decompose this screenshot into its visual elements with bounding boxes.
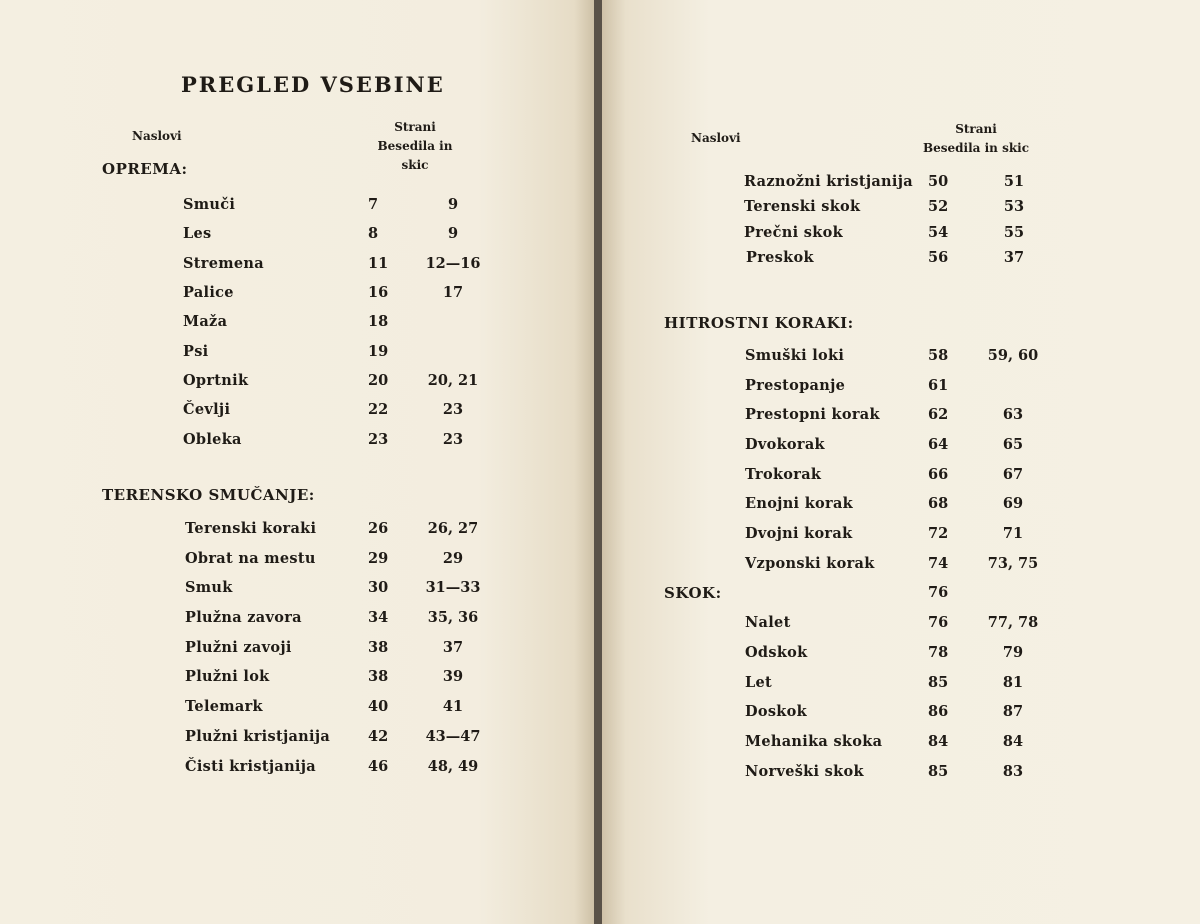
toc-sketch-page: 67 <box>1002 466 1024 483</box>
header-pages-label: Strani <box>955 122 997 136</box>
toc-row <box>745 700 1045 724</box>
toc-label: Preskok <box>746 249 814 266</box>
toc-row <box>745 374 1045 398</box>
toc-sketch-page: 37 <box>1003 249 1025 266</box>
toc-row <box>745 760 1045 784</box>
toc-label: Prečni skok <box>744 224 843 241</box>
section-heading: TERENSKO SMUČANJE: <box>102 486 315 504</box>
toc-text-page: 20 <box>368 372 389 389</box>
toc-row <box>185 725 505 749</box>
toc-label: Smuči <box>183 196 236 213</box>
toc-text-page: 76 <box>928 614 949 631</box>
toc-row <box>183 222 503 246</box>
toc-row <box>744 195 1044 219</box>
toc-label: Smuški loki <box>745 347 845 364</box>
toc-label: Norveški skok <box>745 763 864 780</box>
toc-row <box>744 221 1044 245</box>
toc-label: Plužni lok <box>185 668 270 685</box>
toc-sketch-page: 26, 27 <box>427 520 479 537</box>
toc-sketch-page: 83 <box>1002 763 1024 780</box>
section-heading: OPREMA: <box>102 160 188 178</box>
header-pages-label: Strani <box>394 120 436 134</box>
toc-sketch-page: 87 <box>1002 703 1024 720</box>
toc-text-page: 26 <box>368 520 389 537</box>
toc-row <box>183 310 503 334</box>
header-pages-sub: Besedila in skic <box>922 141 1030 155</box>
toc-text-page: 66 <box>928 466 949 483</box>
toc-sketch-page: 39 <box>442 668 464 685</box>
toc-text-page: 58 <box>928 347 949 364</box>
header-pages <box>921 120 1031 158</box>
toc-sketch-page: 35, 36 <box>427 609 479 626</box>
toc-text-page: 18 <box>368 313 389 330</box>
toc-sketch-page: 53 <box>1003 198 1025 215</box>
toc-text-page: 40 <box>368 698 389 715</box>
toc-row <box>745 730 1045 754</box>
toc-text-page: 50 <box>928 173 949 190</box>
toc-label: Telemark <box>185 698 263 715</box>
toc-row <box>185 695 505 719</box>
toc-label: Dvojni korak <box>745 525 853 542</box>
toc-text-page: 52 <box>928 198 949 215</box>
toc-row <box>185 606 505 630</box>
toc-text-page: 22 <box>368 401 389 418</box>
toc-sketch-page: 17 <box>442 284 464 301</box>
toc-label: Trokorak <box>745 466 822 483</box>
toc-label: Terenski skok <box>744 198 861 215</box>
toc-text-page: 30 <box>368 579 389 596</box>
toc-text-page: 8 <box>368 225 379 242</box>
toc-row <box>185 755 505 779</box>
toc-text-page: 78 <box>928 644 949 661</box>
toc-sketch-page: 71 <box>1002 525 1024 542</box>
header-titles: Naslovi <box>132 129 182 143</box>
toc-sketch-page: 51 <box>1003 173 1025 190</box>
toc-label: Dvokorak <box>745 436 825 453</box>
toc-label: Nalet <box>745 614 791 631</box>
toc-sketch-page: 23 <box>442 431 464 448</box>
toc-sketch-page: 77, 78 <box>987 614 1039 631</box>
toc-label: Maža <box>183 313 228 330</box>
toc-row <box>183 340 503 364</box>
toc-text-page: 34 <box>368 609 389 626</box>
toc-row <box>745 641 1045 665</box>
page-title: PREGLED VSEBINE <box>181 72 445 97</box>
toc-text-page: 85 <box>928 763 949 780</box>
toc-text-page: 62 <box>928 406 949 423</box>
toc-label: Stremena <box>183 255 264 272</box>
header-titles: Naslovi <box>691 131 741 145</box>
toc-row <box>745 671 1045 695</box>
toc-label: Prestopanje <box>745 377 846 394</box>
toc-text-page: 42 <box>368 728 389 745</box>
toc-text-page: 38 <box>368 639 389 656</box>
toc-sketch-page: 69 <box>1002 495 1024 512</box>
toc-row <box>746 246 1046 270</box>
toc-row <box>183 193 503 217</box>
toc-row <box>745 492 1045 516</box>
toc-label: Let <box>745 674 773 691</box>
toc-label: Čisti kristjanija <box>185 758 316 775</box>
toc-sketch-page: 79 <box>1002 644 1024 661</box>
toc-text-page: 29 <box>368 550 389 567</box>
toc-label: Plužni kristjanija <box>185 728 331 745</box>
toc-label: Mehanika skoka <box>745 733 883 750</box>
toc-label: Raznožni kristjanija <box>744 173 913 190</box>
toc-sketch-page: 63 <box>1002 406 1024 423</box>
toc-row <box>183 252 503 276</box>
toc-label: Terenski koraki <box>185 520 317 537</box>
left-page <box>0 0 598 924</box>
toc-sketch-page: 55 <box>1003 224 1025 241</box>
toc-row <box>183 281 503 305</box>
toc-sketch-page: 84 <box>1002 733 1024 750</box>
section-heading-row <box>664 581 1064 605</box>
toc-row <box>185 636 505 660</box>
toc-label: Smuk <box>185 579 233 596</box>
toc-text-page: 84 <box>928 733 949 750</box>
section-page: 76 <box>928 584 949 601</box>
toc-text-page: 74 <box>928 555 949 572</box>
right-page <box>602 0 1200 924</box>
toc-text-page: 54 <box>928 224 949 241</box>
toc-row <box>745 522 1045 546</box>
toc-sketch-page: 9 <box>447 225 459 242</box>
toc-sketch-page: 29 <box>442 550 464 567</box>
toc-row <box>745 403 1045 427</box>
toc-text-page: 72 <box>928 525 949 542</box>
toc-label: Vzponski korak <box>745 555 875 572</box>
section-heading: SKOK: <box>664 584 722 602</box>
toc-row <box>185 665 505 689</box>
toc-sketch-page: 41 <box>442 698 464 715</box>
toc-sketch-page: 23 <box>442 401 464 418</box>
toc-row <box>185 547 505 571</box>
toc-label: Odskok <box>745 644 808 661</box>
toc-text-page: 46 <box>368 758 389 775</box>
toc-label: Palice <box>183 284 234 301</box>
toc-row <box>183 428 503 452</box>
toc-text-page: 7 <box>368 196 379 213</box>
header-pages-sub: Besedila in skic <box>377 139 453 172</box>
toc-label: Obrat na mestu <box>185 550 316 567</box>
toc-label: Prestopni korak <box>745 406 880 423</box>
toc-sketch-page: 73, 75 <box>987 555 1039 572</box>
toc-sketch-page: 59, 60 <box>987 347 1039 364</box>
toc-text-page: 16 <box>368 284 389 301</box>
toc-text-page: 86 <box>928 703 949 720</box>
toc-row <box>185 517 505 541</box>
section-heading: HITROSTNI KORAKI: <box>664 314 854 332</box>
toc-sketch-page: 37 <box>442 639 464 656</box>
toc-sketch-page: 65 <box>1002 436 1024 453</box>
toc-row <box>183 369 503 393</box>
toc-sketch-page: 9 <box>447 196 459 213</box>
toc-label: Doskok <box>745 703 807 720</box>
toc-label: Čevlji <box>183 401 231 418</box>
header-pages <box>362 118 468 175</box>
toc-text-page: 19 <box>368 343 389 360</box>
toc-row <box>745 433 1045 457</box>
toc-text-page: 23 <box>368 431 389 448</box>
toc-text-page: 68 <box>928 495 949 512</box>
toc-row <box>745 611 1045 635</box>
toc-sketch-page: 20, 21 <box>427 372 479 389</box>
toc-row <box>745 552 1045 576</box>
toc-text-page: 38 <box>368 668 389 685</box>
toc-row <box>185 576 505 600</box>
toc-text-page: 56 <box>928 249 949 266</box>
toc-text-page: 64 <box>928 436 949 453</box>
toc-label: Obleka <box>183 431 242 448</box>
toc-label: Psi <box>183 343 209 360</box>
toc-text-page: 61 <box>928 377 949 394</box>
toc-sketch-page: 48, 49 <box>427 758 479 775</box>
toc-sketch-page: 31—33 <box>425 579 481 596</box>
toc-label: Oprtnik <box>183 372 249 389</box>
toc-text-page: 85 <box>928 674 949 691</box>
toc-text-page: 11 <box>368 255 389 272</box>
toc-row <box>745 344 1045 368</box>
toc-row <box>745 463 1045 487</box>
toc-row <box>744 170 1044 194</box>
toc-label: Plužna zavora <box>185 609 302 626</box>
toc-label: Les <box>183 225 212 242</box>
toc-sketch-page: 81 <box>1002 674 1024 691</box>
toc-label: Enojni korak <box>745 495 854 512</box>
toc-sketch-page: 12—16 <box>425 255 481 272</box>
toc-row <box>183 398 503 422</box>
toc-label: Plužni zavoji <box>185 639 292 656</box>
toc-sketch-page: 43—47 <box>425 728 481 745</box>
